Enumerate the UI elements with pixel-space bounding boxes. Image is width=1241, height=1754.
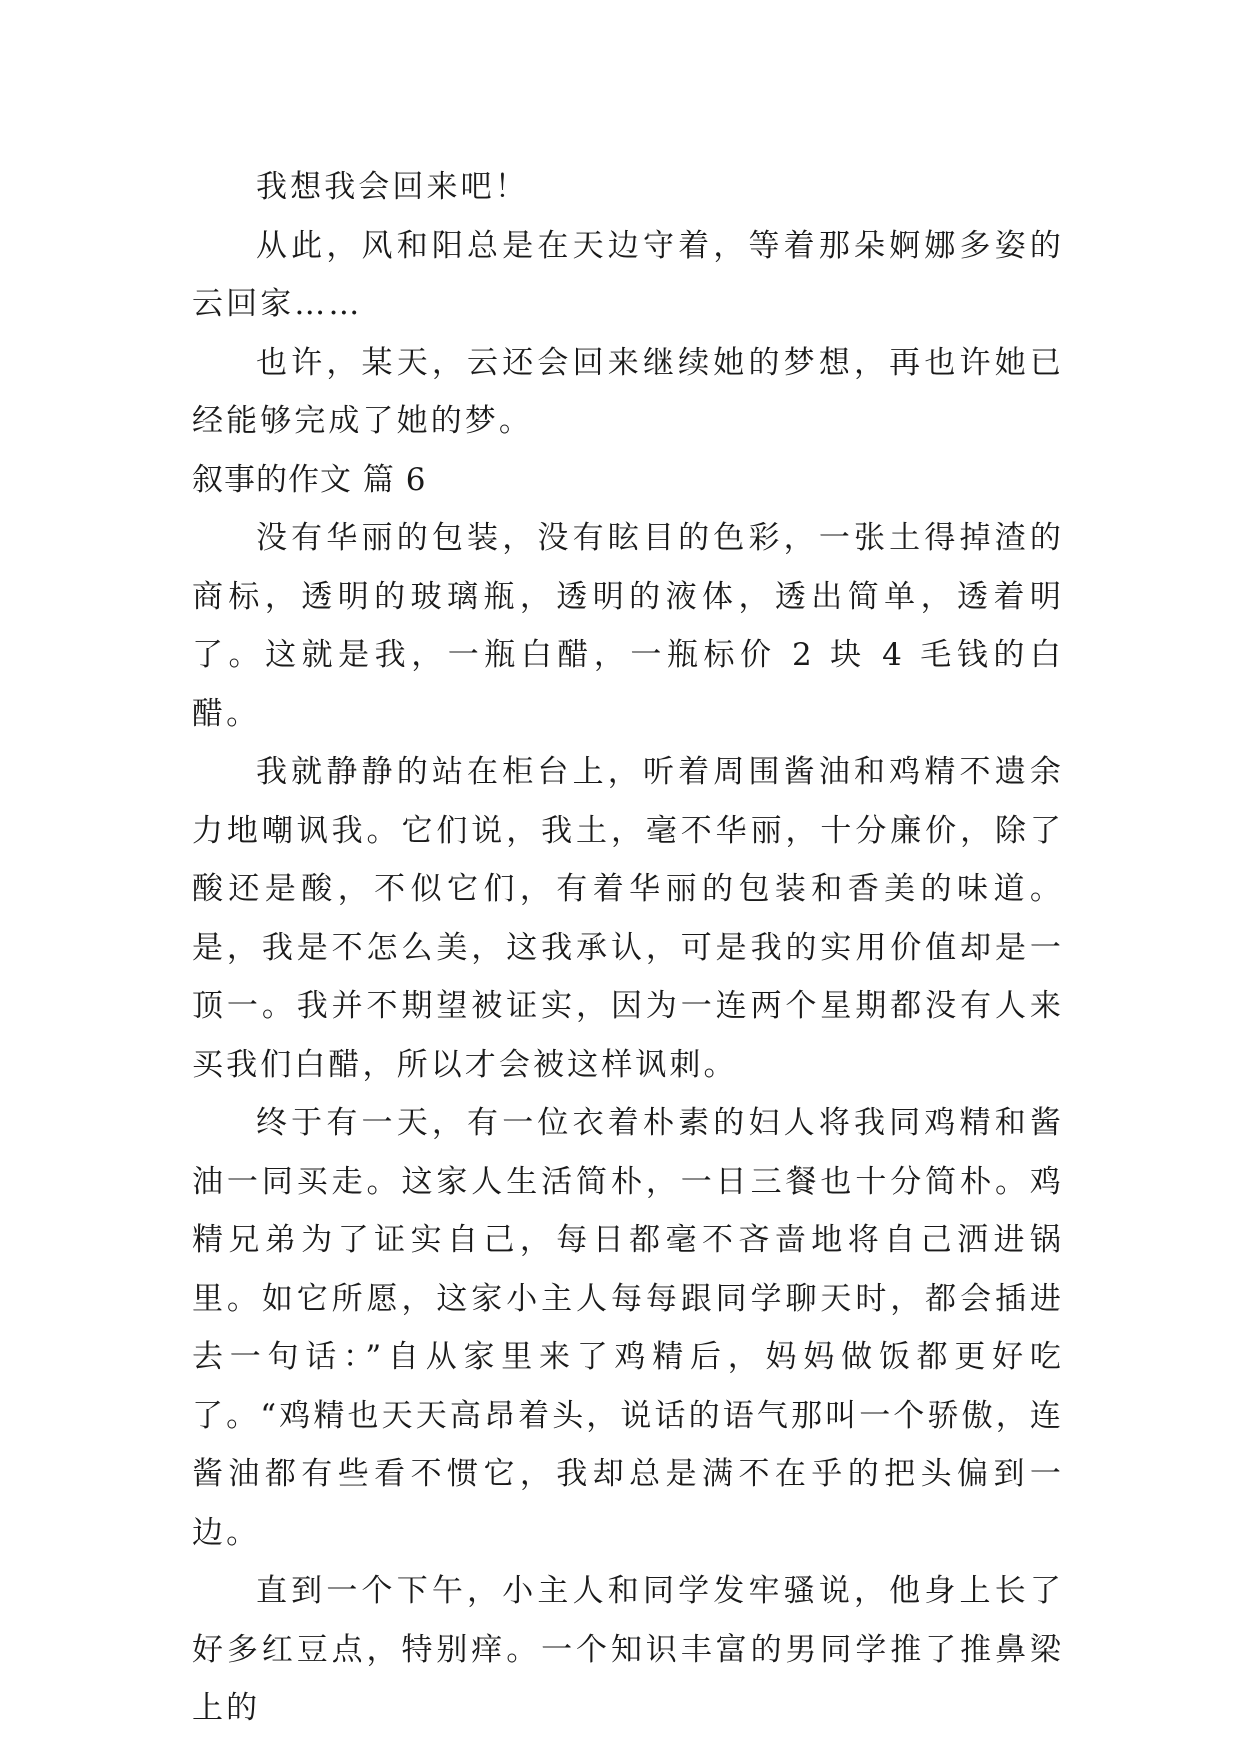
paragraph: 终于有一天，有一位衣着朴素的妇人将我同鸡精和酱油一同买走。这家人生活简朴，一日三餐也十分简朴。鸡精兄弟为了证实自己，每日都毫不吝啬地将自己洒进锅里。如它所愿，这家小主人每每跟同学聊天时，都会插进去一句话：”自从家里来了鸡精后，妈妈做饭都更好吃了。“鸡精也天天高昂着头，说话的语气那叫一个骄傲，连酱油都有些看不惯它，我却总是满不在乎的把头偏到一边。 [192,1105,1064,1551]
paragraph: 直到一个下午，小主人和同学发牢骚说，他身上长了好多红豆点，特别痒。一个知识丰富的男同学推了推鼻梁上的 [192,1573,1064,1726]
paragraph: 也许，某天，云还会回来继续她的梦想，再也许她已经能够完成了她的梦。 [192,344,1064,439]
section-heading: 叙事的作文 篇 6 [192,461,427,498]
paragraph: 从此，风和阳总是在天边守着，等着那朵婀娜多姿的云回家…… [192,227,1064,322]
document-body [192,158,1064,1738]
paragraph: 没有华丽的包装，没有眩目的色彩，一张土得掉渣的商标，透明的玻璃瓶，透明的液体，透出简单，透着明了。这就是我，一瓶白醋，一瓶标价 2 块 4 毛钱的白醋。 [192,520,1064,732]
paragraph: 我想我会回来吧！ [256,169,529,205]
paragraph: 我就静静的站在柜台上，听着周围酱油和鸡精不遗余力地嘲讽我。它们说，我土，毫不华丽，十分廉价，除了酸还是酸，不似它们，有着华丽的包装和香美的味道。是，我是不怎么美，这我承认，可是我的实用价值却是一顶一。我并不期望被证实，因为一连两个星期都没有人来买我们白醋，所以才会被这样讽刺。 [192,754,1064,1083]
